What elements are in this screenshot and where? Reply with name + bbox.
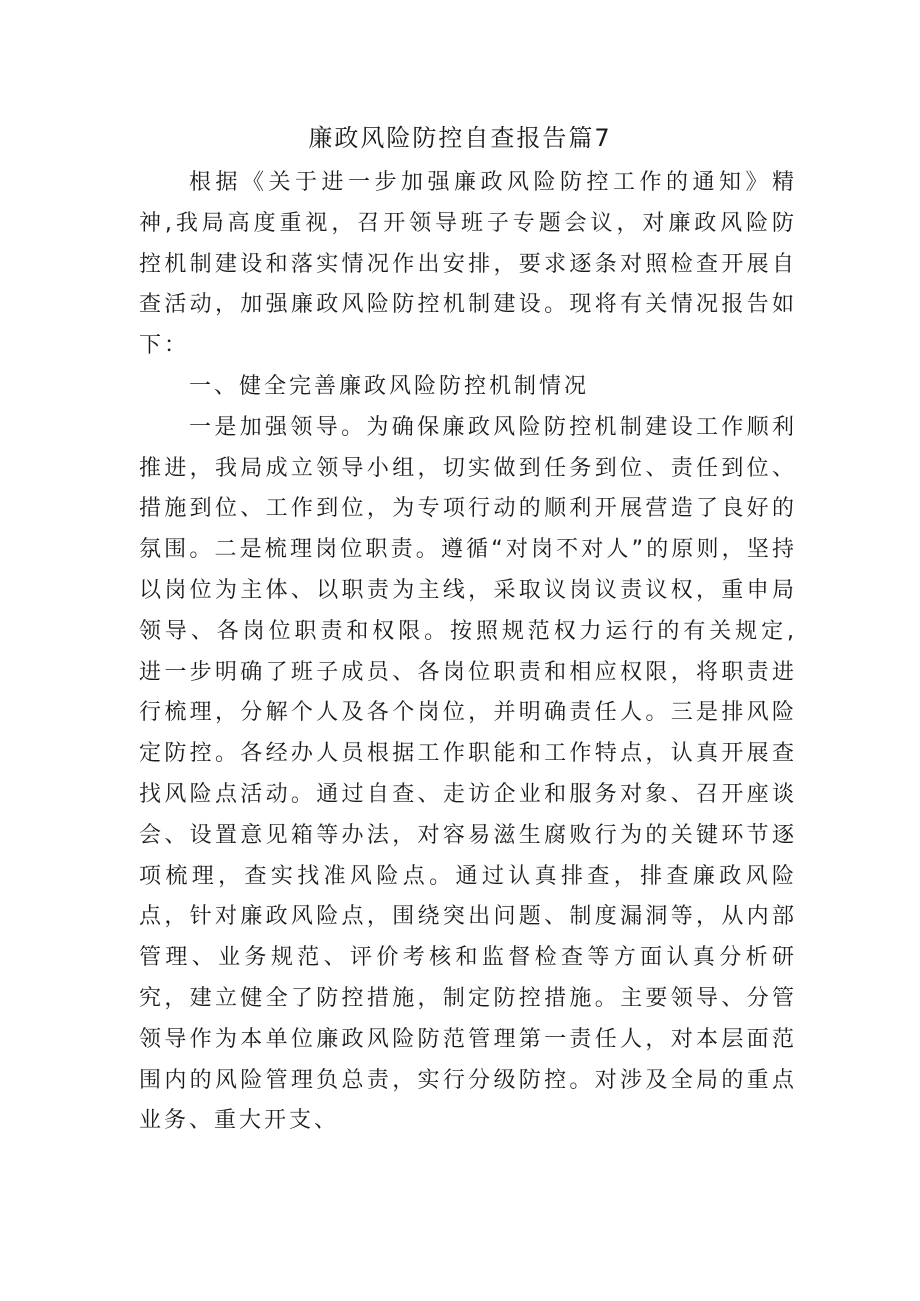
intro-paragraph: 根据《关于进一步加强廉政风险防控工作的通知》精神,我局高度重视，召开领导班子专题会议，对廉政风险防控机制建设和落实情况作出安排，要求逐条对照检查开展自查活动，加强廉政风险防控机制建设。现将有关情况报告如下：: [139, 170, 797, 359]
document-body: [139, 163, 797, 1142]
document-title: 廉政风险防控自查报告篇7: [308, 124, 612, 152]
section-heading: 一、健全完善廉政风险防控机制情况: [189, 373, 590, 399]
section-paragraph: 一是加强领导。为确保廉政风险防控机制建设工作顺利推进，我局成立领导小组，切实做到任务到位、责任到位、措施到位、工作到位，为专项行动的顺利开展营造了良好的氛围。二是梳理岗位职责。遵循“对岗不对人”的原则，坚持以岗位为主体、以职责为主线，采取议岗议责议权，重申局领导、各岗位职责和权限。按照规范权力运行的有关规定,进一步明确了班子成员、各岗位职责和相应权限，将职责进行梳理，分解个人及各个岗位，并明确责任人。三是排风险定防控。各经办人员根据工作职能和工作特点，认真开展查找风险点活动。通过自查、走访企业和服务对象、召开座谈会、设置意见箱等办法，对容易滋生腐败行为的关键环节逐项梳理，查实找准风险点。通过认真排查，排查廉政风险点，针对廉政风险点，围绕突出问题、制度漏洞等，从内部管理、业务规范、评价考核和监督检查等方面认真分析研究，建立健全了防控措施，制定防控措施。主要领导、分管领导作为本单位廉政风险防范管理第一责任人，对本层面范围内的风险管理负总责，实行分级防控。对涉及全局的重点业务、重大开支、: [139, 414, 797, 1134]
